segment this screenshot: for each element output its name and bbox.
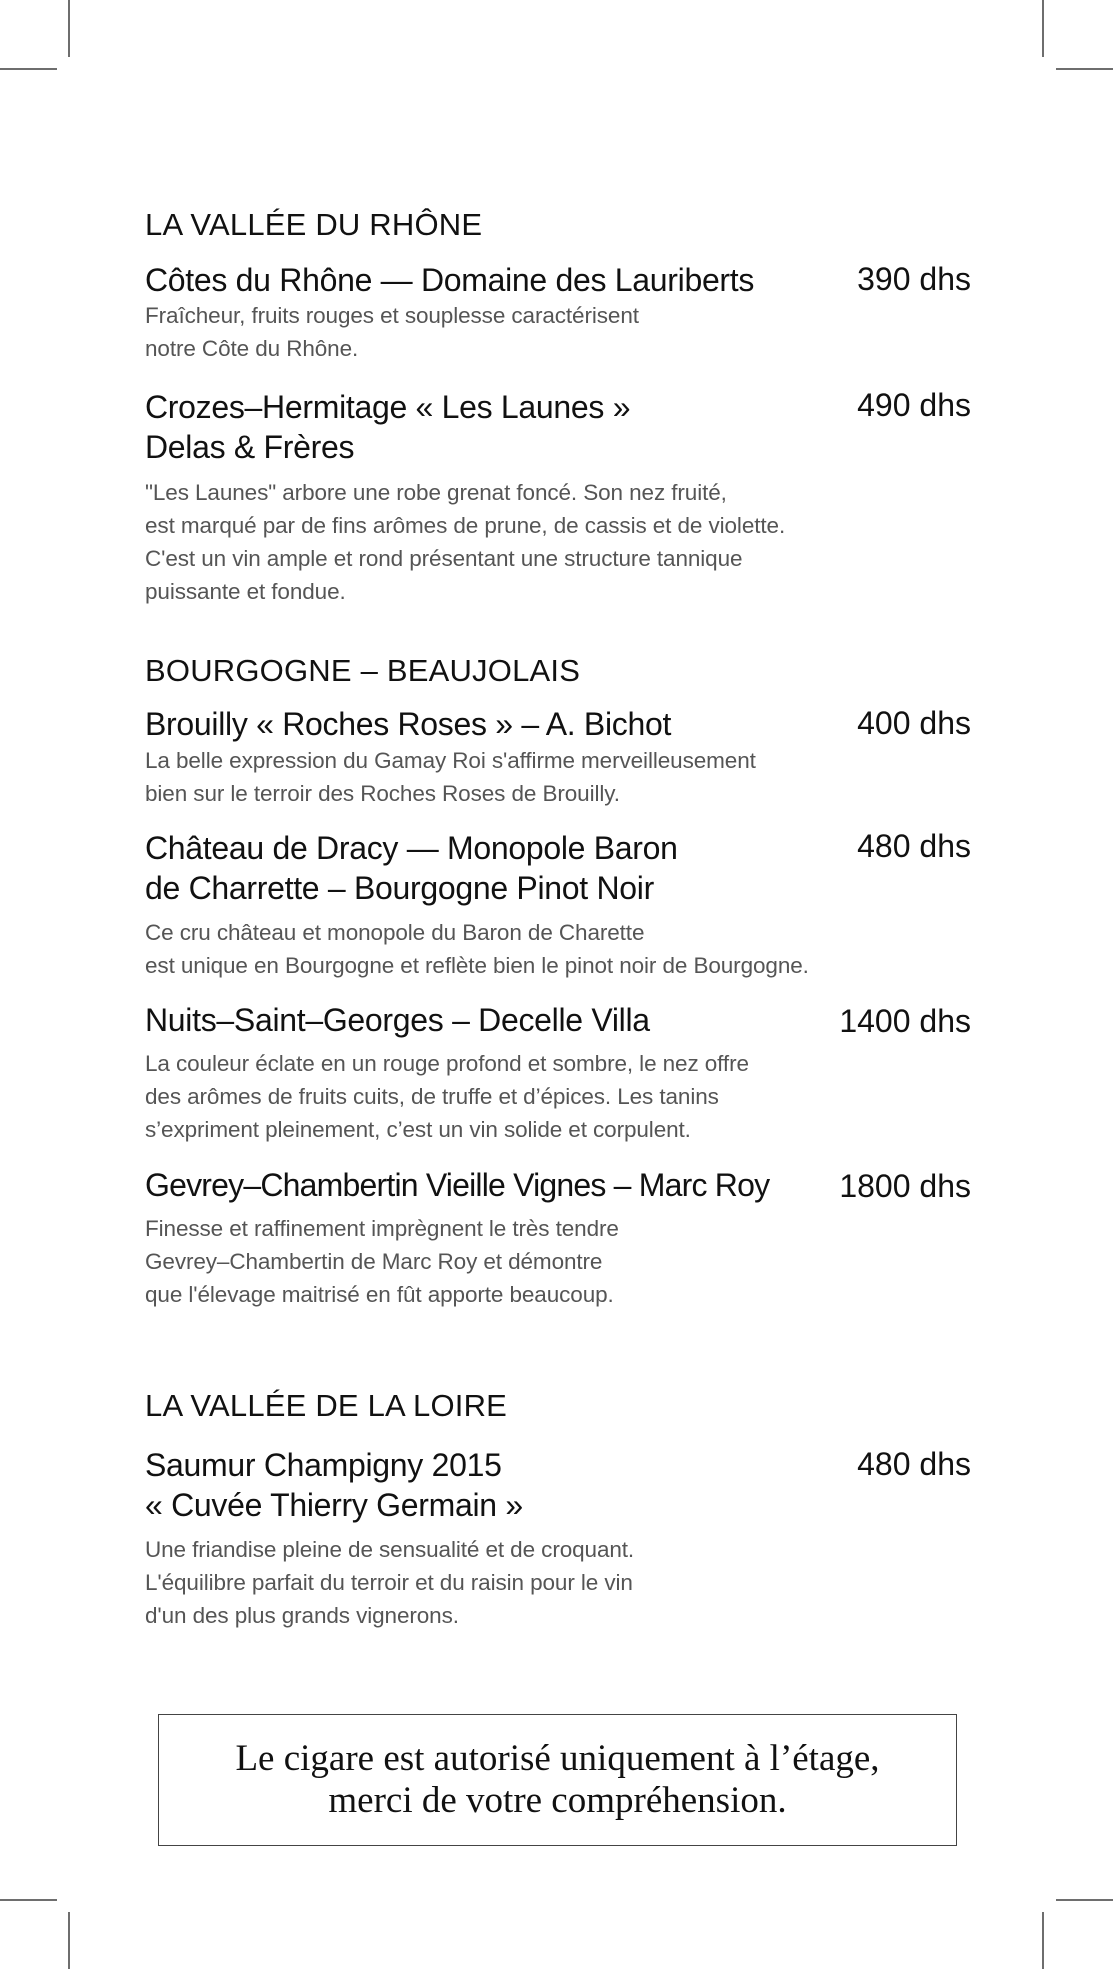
wine-description: est marqué par de fins arômes de prune, de cassis et de violette. — [145, 513, 786, 538]
section-title-loire: LA VALLÉE DE LA LOIRE — [145, 1388, 508, 1423]
wine-price: 1400 dhs — [839, 1003, 971, 1039]
wine-description: "Les Launes" arbore une robe grenat foncé. Son nez fruité, — [145, 480, 727, 505]
wine-description: Une friandise pleine de sensualité et de croquant. — [145, 1537, 635, 1562]
wine-name: Côtes du Rhône — Domaine des Lauriberts — [145, 262, 755, 298]
wine-description: notre Côte du Rhône. — [145, 336, 359, 361]
wine-price: 1800 dhs — [839, 1168, 971, 1204]
wine-description: La belle expression du Gamay Roi s'affirme merveilleusement — [145, 748, 756, 773]
wine-name: « Cuvée Thierry Germain » — [145, 1487, 523, 1523]
wine-price: 480 dhs — [857, 1446, 971, 1482]
wine-description: Gevrey–Chambertin de Marc Roy et démontre — [145, 1249, 603, 1274]
wine-price: 480 dhs — [857, 828, 971, 864]
wine-name: Delas & Frères — [145, 429, 355, 465]
notice-line: Le cigare est autorisé uniquement à l’étage, — [235, 1738, 880, 1779]
wine-description: Finesse et raffinement imprègnent le très tendre — [145, 1216, 619, 1241]
wine-description: s’expriment pleinement, c’est un vin solide et corpulent. — [145, 1117, 691, 1142]
wine-price: 400 dhs — [857, 705, 971, 741]
crop-mark-bottom-left-horizontal — [0, 1899, 57, 1901]
wine-description: C'est un vin ample et rond présentant une structure tannique — [145, 546, 743, 571]
cigar-notice-box — [158, 1714, 957, 1846]
wine-description: La couleur éclate en un rouge profond et sombre, le nez offre — [145, 1051, 749, 1076]
wine-name: Brouilly « Roches Roses » – A. Bichot — [145, 706, 672, 742]
wine-name: Nuits–Saint–Georges – Decelle Villa — [145, 1002, 650, 1038]
crop-mark-bottom-left-vertical — [68, 1912, 70, 1969]
wine-description: que l'élevage maitrisé en fût apporte beaucoup. — [145, 1282, 614, 1307]
wine-description: bien sur le terroir des Roches Roses de Brouilly. — [145, 781, 620, 806]
wine-description: est unique en Bourgogne et reflète bien le pinot noir de Bourgogne. — [145, 953, 809, 978]
wine-name: Gevrey–Chambertin Vieille Vignes – Marc Roy — [145, 1167, 770, 1203]
wine-description: d'un des plus grands vignerons. — [145, 1603, 459, 1628]
wine-description: L'équilibre parfait du terroir et du raisin pour le vin — [145, 1570, 633, 1595]
wine-price: 390 dhs — [857, 261, 971, 297]
crop-mark-top-left-horizontal — [0, 68, 57, 70]
crop-mark-top-left-vertical — [68, 0, 70, 57]
crop-mark-bottom-right-vertical — [1042, 1912, 1044, 1969]
wine-name: Saumur Champigny 2015 — [145, 1447, 502, 1483]
wine-description: Ce cru château et monopole du Baron de Charette — [145, 920, 645, 945]
crop-mark-bottom-right-horizontal — [1056, 1899, 1113, 1901]
crop-mark-top-right-horizontal — [1056, 68, 1113, 70]
wine-description: puissante et fondue. — [145, 579, 346, 604]
notice-line: merci de votre compréhension. — [328, 1780, 787, 1821]
section-title-rhone: LA VALLÉE DU RHÔNE — [145, 207, 483, 242]
wine-name: Château de Dracy — Monopole Baron — [145, 830, 678, 866]
section-title-bourgogne: BOURGOGNE – BEAUJOLAIS — [145, 653, 581, 688]
wine-description: Fraîcheur, fruits rouges et souplesse caractérisent — [145, 303, 639, 328]
wine-name: Crozes–Hermitage « Les Launes » — [145, 389, 631, 425]
wine-description: des arômes de fruits cuits, de truffe et d’épices. Les tanins — [145, 1084, 719, 1109]
crop-mark-top-right-vertical — [1042, 0, 1044, 57]
wine-price: 490 dhs — [857, 387, 971, 423]
wine-name: de Charrette – Bourgogne Pinot Noir — [145, 870, 654, 906]
